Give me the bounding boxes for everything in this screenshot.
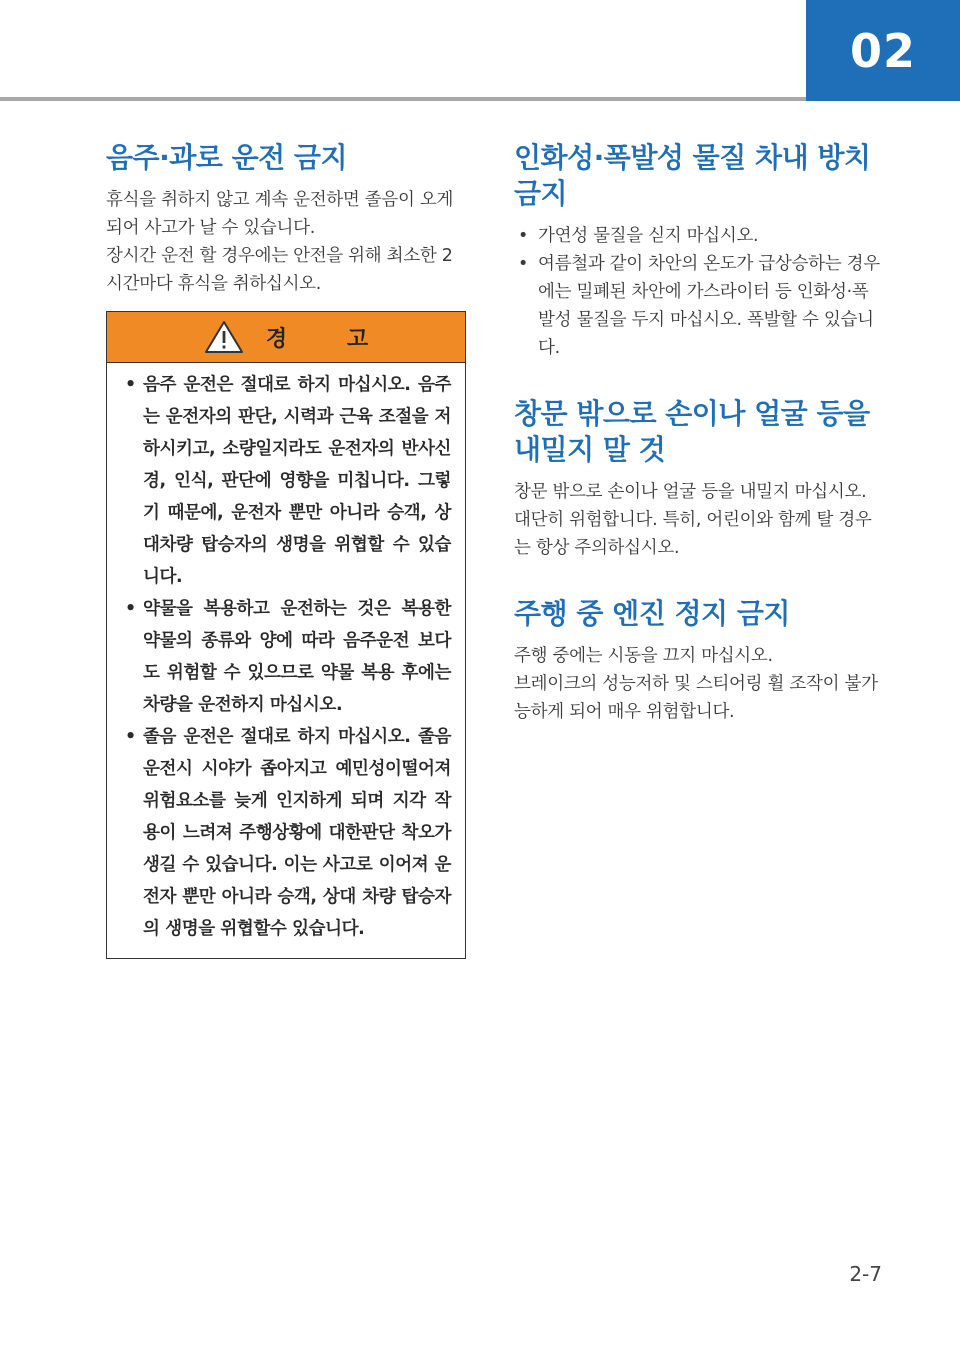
section-flammable xyxy=(514,140,880,362)
list-item: • 가연성 물질을 싣지 마십시오. xyxy=(514,222,880,250)
bullet-list xyxy=(514,222,880,362)
page-number: 2-7 xyxy=(849,1262,882,1286)
left-column xyxy=(106,140,468,298)
section-title-engine: 주행 중 엔진 정지 금지 xyxy=(514,597,790,630)
paragraph: 창문 밖으로 손이나 얼굴 등을 내밀지 마십시오. 대단히 위험합니다. 특히, 어린이와 함께 탈 경우는 항상 주의하십시오. xyxy=(514,482,872,558)
warning-box xyxy=(106,311,466,959)
warning-item: • 음주 운전은 절대로 하지 마십시오. 음주는 운전자의 판단, 시력과 근육 조절을 저하시키고, 소량일지라도 운전자의 반사신경, 인식, 판단에 영향을 미칩니다. 그렇기 때문에, 운전자 뿐만 아니라 승객, 상대차량 탑승자의 생명을 위협할 수 있습니다. xyxy=(119,369,451,593)
section-title-flammable: 인화성·폭발성 물질 차내 방치 금지 xyxy=(514,141,871,210)
section-title-window: 창문 밖으로 손이나 얼굴 등을 내밀지 말 것 xyxy=(514,397,870,466)
warning-header xyxy=(107,312,465,363)
paragraph: 장시간 운전 할 경우에는 안전을 위해 최소한 2시간마다 휴식을 취하십시오. xyxy=(106,246,453,294)
section-engine xyxy=(514,596,880,726)
warning-triangle-icon xyxy=(204,320,244,354)
right-column xyxy=(514,140,880,760)
warning-title: 경 고 xyxy=(265,326,395,352)
section-title-drunk-fatigue: 음주·과로 운전 금지 xyxy=(106,141,348,174)
warning-item: • 약물을 복용하고 운전하는 것은 복용한 약물의 종류와 양에 따라 음주운전 보다도 위험할 수 있으므로 약물 복용 후에는 차량을 운전하지 마십시오. xyxy=(119,593,451,721)
paragraph: 주행 중에는 시동을 끄지 마십시오. xyxy=(514,646,773,666)
paragraph: 휴식을 취하지 않고 계속 운전하면 졸음이 오게 되어 사고가 날 수 있습니다. xyxy=(106,190,454,238)
paragraph: 브레이크의 성능저하 및 스티어링 휠 조작이 불가능하게 되어 매우 위험합니다. xyxy=(514,674,878,722)
warning-item: • 졸음 운전은 절대로 하지 마십시오. 졸음 운전시 시야가 좁아지고 예민성이떨어져 위험요소를 늦게 인지하게 되며 지각 작용이 느려져 주행상황에 대한판단 착오가 생길 수 있습니다. 이는 사고로 이어져 운전자 뿐만 아니라 승객, 상대 차량 탑승자의 생명을 위협할수 있습니다. xyxy=(119,721,451,945)
header-rule xyxy=(0,97,806,101)
warning-list xyxy=(107,363,465,945)
chapter-tab: 02 xyxy=(806,0,960,101)
list-item: • 여름철과 같이 차안의 온도가 급상승하는 경우에는 밀폐된 차안에 가스라이터 등 인화성·폭발성 물질을 두지 마십시오. 폭발할 수 있습니다. xyxy=(514,250,880,362)
section-window xyxy=(514,396,880,562)
